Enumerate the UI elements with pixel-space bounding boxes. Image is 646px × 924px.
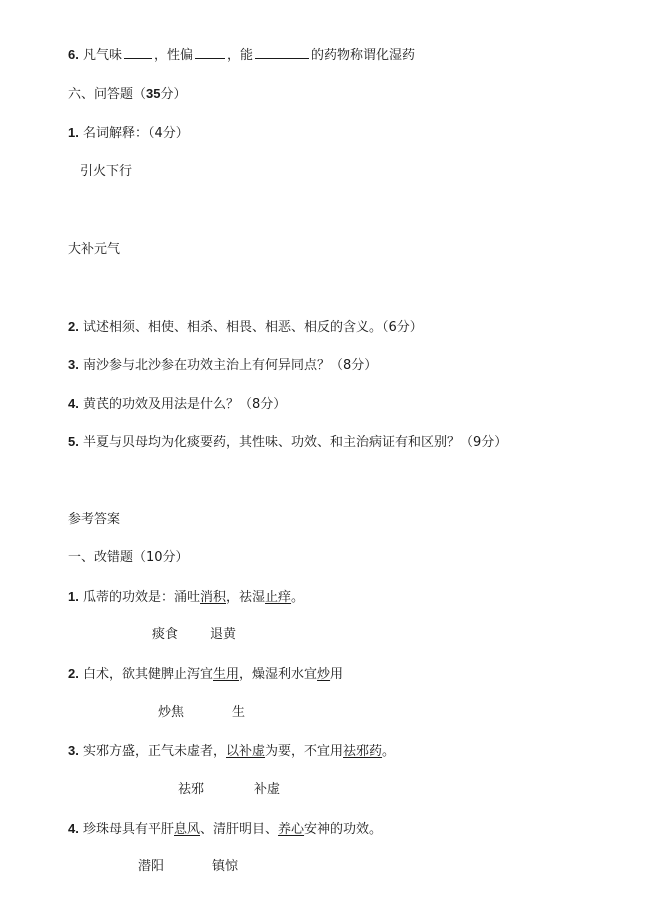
- error-word: 祛邪药: [343, 744, 383, 759]
- answer-text: 白术，欲其健脾止泻宜: [82, 667, 213, 682]
- answer-1: [68, 588, 304, 607]
- question-1: [68, 124, 189, 143]
- question-number: 1.: [68, 125, 79, 140]
- correction: 退黄: [210, 627, 237, 642]
- answer-4: [68, 820, 382, 839]
- answer-number: 2.: [68, 666, 79, 681]
- correction: 补虚: [254, 782, 281, 797]
- question-4: [68, 395, 286, 414]
- answer-2: [68, 665, 343, 684]
- correction: 生: [232, 705, 246, 720]
- answer-number: 4.: [68, 821, 79, 836]
- error-word: 息风: [174, 822, 201, 837]
- answer-text: 用: [330, 667, 344, 682]
- error-word: 以补虚: [226, 744, 266, 759]
- error-word: 生用: [213, 667, 240, 682]
- answer-text: 安神的功效。: [304, 822, 383, 837]
- answers-section-1-heading: 一、改错题（10分）: [68, 550, 189, 565]
- term-2: 大补元气: [68, 242, 121, 257]
- answer-blank: [255, 46, 309, 59]
- section-title-end: 分）: [160, 87, 187, 102]
- answer-3: [68, 742, 395, 761]
- question-number: 4.: [68, 396, 79, 411]
- error-word: 消积: [200, 590, 227, 605]
- answer-text: 珍珠母具有平肝: [82, 822, 174, 837]
- answers-heading: 参考答案: [68, 512, 121, 527]
- question-3: [68, 356, 377, 375]
- question-text: 黄芪的功效及用法是什么？（8分）: [82, 397, 287, 412]
- answer-blank: [195, 46, 225, 59]
- question-text: 试述相须、相使、相杀、相畏、相恶、相反的含义。（6分）: [82, 320, 423, 335]
- question-text: 南沙参与北沙参在功效主治上有何异同点？（8分）: [82, 358, 378, 373]
- question-5: [68, 433, 507, 452]
- answer-text: 。: [382, 744, 396, 759]
- error-word: 止痒: [265, 590, 292, 605]
- answer-number: 1.: [68, 589, 79, 604]
- answer-number: 3.: [68, 743, 79, 758]
- correction: 潜阳: [138, 859, 165, 874]
- answer-text: ，祛湿: [226, 590, 266, 605]
- fill-question-6: [68, 46, 415, 65]
- correction: 炒焦: [158, 705, 185, 720]
- answer-text: 、清肝明目、: [200, 822, 279, 837]
- answer-text: 为要，不宜用: [265, 744, 344, 759]
- error-word: 养心: [278, 822, 305, 837]
- section-title-start: 六、问答题（: [68, 87, 147, 102]
- section-6-heading: [68, 85, 187, 104]
- answer-text: 瓜蒂的功效是：涌吐: [82, 590, 200, 605]
- question-2: [68, 318, 423, 337]
- correction: 祛邪: [178, 782, 205, 797]
- correction: 痰食: [152, 627, 179, 642]
- question-number: 3.: [68, 357, 79, 372]
- answer-text: ，燥湿利水宜: [239, 667, 318, 682]
- answer-blank: [124, 46, 152, 59]
- fill-text-2: ，性偏: [154, 48, 194, 63]
- question-number: 5.: [68, 434, 79, 449]
- fill-text-1: 凡气味: [82, 48, 122, 63]
- fill-text-4: 的药物称谓化湿药: [311, 48, 416, 63]
- answer-text: 。: [291, 590, 305, 605]
- term-1: 引火下行: [80, 164, 133, 179]
- fill-text-3: ，能: [227, 48, 254, 63]
- question-text: 名词解释：（4分）: [82, 126, 189, 141]
- question-text: 半夏与贝母均为化痰要药，其性味、功效、和主治病证有和区别？（9分）: [82, 435, 508, 450]
- section-points: 35: [146, 86, 161, 101]
- answer-text: 实邪方盛，正气未虚者，: [82, 744, 226, 759]
- error-word: 炒: [317, 667, 331, 682]
- question-number: 2.: [68, 319, 79, 334]
- correction: 镇惊: [212, 859, 239, 874]
- question-number: 6.: [68, 47, 79, 62]
